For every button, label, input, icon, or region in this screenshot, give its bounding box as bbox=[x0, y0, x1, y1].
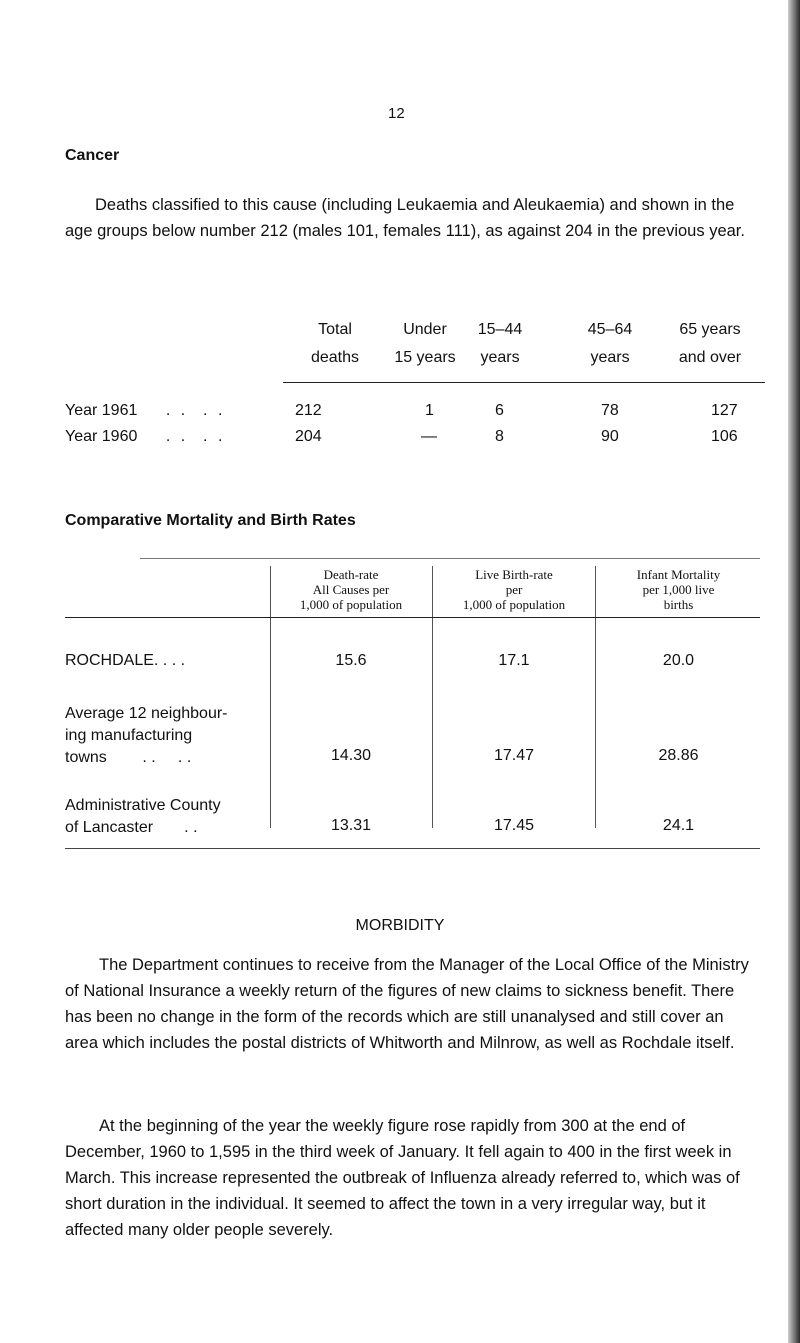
cell: 127 bbox=[711, 402, 738, 419]
col-header-line: 1,000 of population bbox=[462, 597, 566, 612]
col-header-line: 1,000 of population bbox=[299, 597, 403, 612]
col-header-15-44 bbox=[450, 316, 550, 372]
leader-dots: . . . . bbox=[165, 402, 226, 419]
row-label-1960 bbox=[65, 428, 225, 446]
col-header-line: 45–64 bbox=[587, 321, 633, 338]
col-header-line: Infant Mortality bbox=[636, 567, 721, 582]
col-header-line: years bbox=[480, 349, 520, 366]
column-divider bbox=[270, 566, 271, 828]
morbidity-heading: MORBIDITY bbox=[355, 917, 445, 934]
cancer-paragraph: Deaths classified to this cause (including Leukaemia and Aleukaemia) and shown in the age groups below number 212 (males 101, females 111), as against 204 in the previous year. bbox=[65, 196, 745, 240]
col-header-line: Under bbox=[403, 321, 447, 338]
col-header-line: Total bbox=[318, 321, 352, 338]
table-rule bbox=[283, 382, 765, 383]
cell: 1 bbox=[425, 402, 434, 419]
col-header-line: per 1,000 live bbox=[642, 582, 715, 597]
row-label-line: ROCHDALE. . . . bbox=[65, 652, 186, 669]
col-header-line: 65 years bbox=[679, 321, 741, 338]
morbidity-paragraph-2: At the beginning of the year the weekly figure rose rapidly from 300 at the end of December, 1960 to 1,595 in the third week of January. It fell again to 400 in the first week in March. This increase represented the outbreak of Influenza already referred to, which was of short duration in the individual. It seemed to affect the town in a very irregular way, but it affected many older people severely. bbox=[65, 1117, 740, 1239]
cell: 8 bbox=[495, 428, 504, 445]
row-label: Year 1960 bbox=[65, 428, 138, 445]
col-header-line: deaths bbox=[310, 349, 360, 366]
col-header-birth-rate bbox=[434, 567, 594, 612]
scan-edge-shadow bbox=[788, 0, 800, 1343]
page-number: 12 bbox=[388, 105, 405, 122]
morbidity-paragraph-1: The Department continues to receive from the Manager of the Local Office of the Ministry of National Insurance a weekly return of the figures of new claims to sickness benefit. There has been no change in the form of the records which are still unanalysed and still cover an area which includes the postal districts of Whitworth and Milnrow, as well as Rochdale itself. bbox=[65, 956, 749, 1052]
cell: 204 bbox=[295, 428, 322, 445]
row-label-rochdale bbox=[65, 650, 185, 672]
col-header-45-64 bbox=[560, 316, 660, 372]
cell: 14.30 bbox=[330, 747, 372, 764]
column-divider bbox=[595, 566, 596, 828]
cell: 6 bbox=[495, 402, 504, 419]
cell: 17.47 bbox=[493, 747, 535, 764]
col-header-65-over bbox=[655, 316, 765, 372]
cell: 17.1 bbox=[498, 652, 530, 669]
row-label: Year 1961 bbox=[65, 402, 138, 419]
cell: 212 bbox=[295, 402, 322, 419]
row-label-line: ing manufacturing bbox=[65, 727, 193, 744]
cell: 13.31 bbox=[330, 817, 372, 834]
cell: 17.45 bbox=[493, 817, 535, 834]
col-header-death-rate bbox=[272, 567, 430, 612]
col-header-infant-mortality bbox=[597, 567, 760, 612]
col-header-line: per bbox=[505, 582, 523, 597]
row-label-line: Average 12 neighbour- bbox=[65, 705, 228, 722]
row-label-1961 bbox=[65, 402, 225, 420]
col-header-line: 15–44 bbox=[477, 321, 523, 338]
cell: — bbox=[421, 428, 437, 445]
cell: 28.86 bbox=[658, 747, 699, 764]
row-label-lancaster bbox=[65, 795, 221, 839]
row-label-line: of Lancaster . . bbox=[65, 819, 198, 836]
col-header-line: 15 years bbox=[394, 349, 456, 366]
row-label-line: towns . . . . bbox=[65, 749, 192, 766]
col-header-line: Live Birth-rate bbox=[475, 567, 553, 582]
col-header-line: and over bbox=[678, 349, 742, 366]
col-header-line: years bbox=[590, 349, 630, 366]
comparative-heading: Comparative Mortality and Birth Rates bbox=[65, 512, 356, 529]
cell: 106 bbox=[711, 428, 738, 445]
header-rule bbox=[65, 617, 760, 618]
cell: 20.0 bbox=[662, 652, 695, 669]
table-top-rule bbox=[140, 558, 760, 559]
col-header-line: births bbox=[663, 597, 694, 612]
table-bottom-rule bbox=[65, 848, 760, 849]
column-divider bbox=[432, 566, 433, 828]
row-label-line: Administrative County bbox=[65, 797, 221, 814]
cell: 78 bbox=[601, 402, 619, 419]
leader-dots: . . . . bbox=[165, 428, 226, 445]
cell: 24.1 bbox=[662, 817, 695, 834]
cell: 15.6 bbox=[335, 652, 367, 669]
row-label-average-towns bbox=[65, 703, 228, 769]
cancer-heading: Cancer bbox=[65, 147, 120, 164]
cell: 90 bbox=[601, 428, 619, 445]
col-header-line: All Causes per bbox=[312, 582, 390, 597]
col-header-line: Death-rate bbox=[323, 567, 379, 582]
